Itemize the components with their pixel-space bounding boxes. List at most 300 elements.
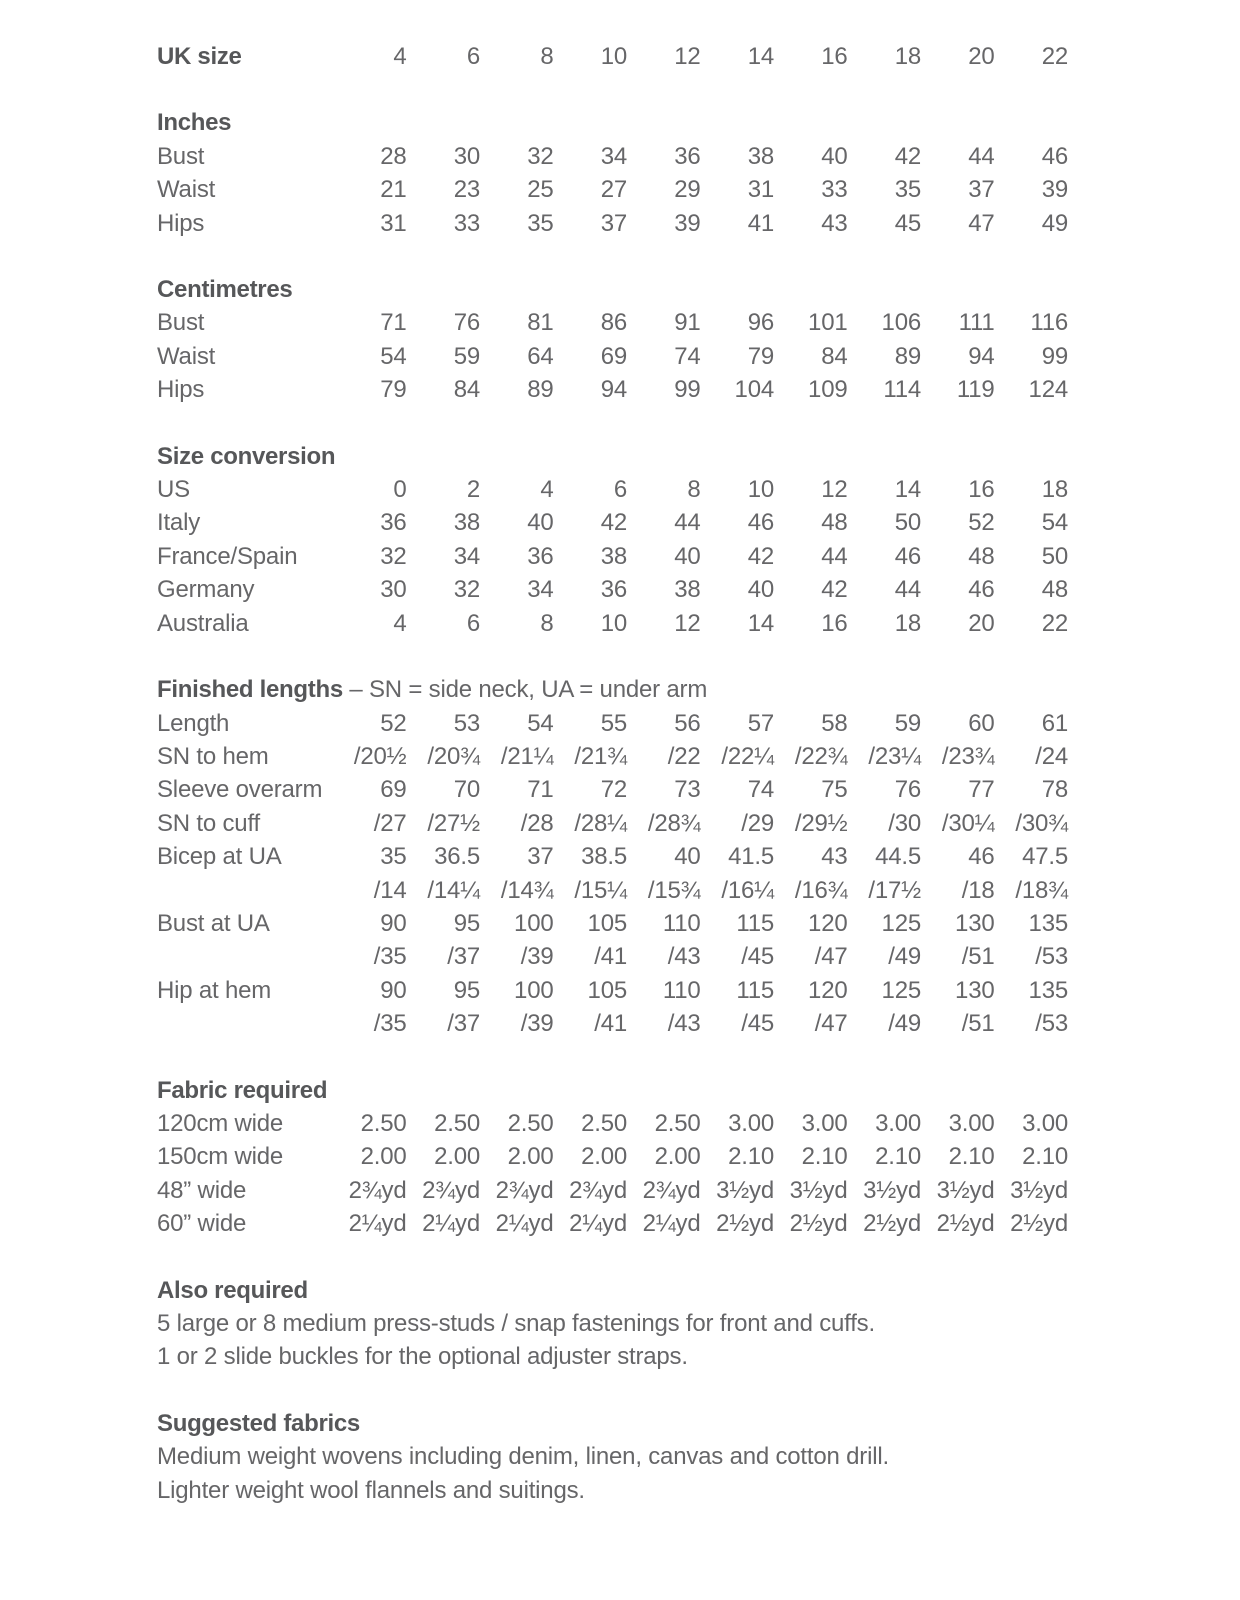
row-label: SN to cuff (157, 809, 260, 837)
value-cell: 42 (747, 542, 774, 570)
value-cell: 130 (955, 909, 995, 937)
value-cell: /45 (741, 1010, 774, 1038)
row-label: Hip at hem (157, 976, 272, 1004)
section-title: Inches (157, 109, 232, 137)
value-cell: 54 (380, 342, 407, 370)
value-cell: 22 (1041, 43, 1068, 70)
section-header-fabric-required (157, 1074, 1068, 1107)
row-label: Length (157, 709, 230, 737)
value-cell: 2¾yd (495, 1176, 554, 1204)
value-cell: 0 (393, 476, 407, 504)
value-cell: 52 (380, 709, 407, 737)
value-cell: 79 (380, 376, 407, 404)
value-cell: 2½yd (863, 1210, 921, 1238)
value-cell: 130 (955, 976, 995, 1004)
section-title: Suggested fabrics (157, 1409, 360, 1437)
row-label: Sleeve overarm (157, 776, 323, 804)
row-label: Bust at UA (157, 909, 270, 937)
value-cell: 60 (968, 709, 995, 737)
table-row (157, 40, 1068, 73)
value-cell: /27½ (427, 809, 480, 837)
value-cell: 33 (821, 176, 848, 204)
value-cell: 3½yd (863, 1176, 921, 1204)
value-cell: 2¼yd (422, 1210, 480, 1238)
value-cell: 38 (747, 142, 774, 170)
value-cell: 12 (674, 43, 701, 70)
value-cell: 104 (734, 376, 774, 404)
value-cell: 2¼yd (642, 1210, 701, 1238)
value-cell: 71 (527, 776, 554, 804)
row-label: Bust (157, 142, 205, 170)
value-cell: 34 (453, 542, 480, 570)
value-cell: 14 (894, 476, 921, 504)
value-cell: 120 (808, 976, 848, 1004)
row-label: UK size (157, 43, 242, 70)
value-cell: 105 (587, 909, 627, 937)
value-cell: 14 (747, 43, 774, 70)
row-label (157, 940, 333, 973)
section-subtitle: – SN = side neck, UA = under arm (342, 676, 708, 704)
table-row (157, 473, 1068, 506)
value-cell: 20 (968, 609, 995, 637)
value-cell: 105 (587, 976, 627, 1004)
table-row (157, 207, 1068, 240)
value-cell: 2.00 (654, 1143, 701, 1171)
size-chart-table (157, 40, 1068, 1507)
value-cell: 10 (600, 43, 627, 70)
value-cell: 33 (453, 209, 480, 237)
value-cell: 3.00 (728, 1109, 774, 1137)
section-title: Also required (157, 1276, 308, 1304)
value-cell: 114 (883, 376, 921, 404)
value-cell: 47.5 (1022, 843, 1068, 871)
table-row (157, 1174, 1068, 1207)
value-cell: 45 (894, 209, 921, 237)
value-cell: 37 (968, 176, 995, 204)
value-cell: /37 (447, 1010, 480, 1038)
value-cell: 2¾yd (422, 1176, 480, 1204)
value-cell: 115 (736, 909, 774, 937)
row-label: Bust (157, 309, 205, 337)
table-row (157, 807, 1068, 840)
table-row (157, 874, 1068, 907)
value-cell: 84 (821, 342, 848, 370)
value-cell: 42 (821, 576, 848, 604)
value-cell: 37 (527, 843, 554, 871)
section-header-also-required (157, 1274, 1068, 1307)
value-cell: 8 (540, 609, 554, 637)
value-cell: /37 (447, 943, 480, 971)
value-cell: 115 (736, 976, 774, 1004)
value-cell: 2.10 (801, 1143, 848, 1171)
value-cell: 59 (453, 342, 480, 370)
section-suggested-fabrics (157, 1407, 1068, 1507)
value-cell: 81 (527, 309, 554, 337)
value-cell: /30¾ (1015, 809, 1068, 837)
value-cell: 61 (1041, 709, 1068, 737)
section-header-centimetres (157, 273, 1068, 306)
value-cell: 99 (1041, 342, 1068, 370)
value-cell: 28 (380, 142, 407, 170)
value-cell: 2.50 (360, 1109, 407, 1137)
value-cell: 18 (894, 609, 921, 637)
value-cell: 48 (821, 509, 848, 537)
value-cell: /39 (520, 1010, 554, 1038)
value-cell: 2½yd (1010, 1210, 1068, 1238)
value-cell: 2.50 (507, 1109, 554, 1137)
section-uk-size (157, 40, 1068, 73)
value-cell: 2.10 (875, 1143, 921, 1171)
value-cell: 38 (453, 509, 480, 537)
value-cell: 75 (821, 776, 848, 804)
value-cell: 2.10 (948, 1143, 995, 1171)
value-cell: 21 (380, 176, 407, 204)
value-cell: 44 (674, 509, 701, 537)
value-cell: /41 (594, 1010, 627, 1038)
value-cell: /23¼ (868, 742, 921, 770)
value-cell: /28¼ (574, 809, 627, 837)
value-cell: 35 (527, 209, 554, 237)
value-cell: 29 (674, 176, 701, 204)
value-cell: 46 (747, 509, 774, 537)
value-cell: /24 (1035, 742, 1068, 770)
value-cell: /14¾ (500, 876, 554, 904)
row-label: US (157, 476, 190, 504)
value-cell: 34 (600, 142, 627, 170)
value-cell: 50 (1041, 542, 1068, 570)
value-cell: 10 (600, 609, 627, 637)
value-cell: 99 (674, 376, 701, 404)
value-cell: 40 (674, 843, 701, 871)
value-cell: 16 (968, 476, 995, 504)
value-cell: /43 (667, 1010, 701, 1038)
value-cell: /28 (520, 809, 554, 837)
value-cell: /18 (961, 876, 995, 904)
value-cell: 3.00 (948, 1109, 995, 1137)
row-label: 48” wide (157, 1176, 247, 1204)
value-cell: 100 (514, 909, 554, 937)
value-cell: /16¼ (721, 876, 774, 904)
value-cell: 42 (894, 142, 921, 170)
value-cell: 91 (674, 309, 701, 337)
value-cell: 41 (747, 209, 774, 237)
value-cell: /17½ (868, 876, 921, 904)
value-cell: 135 (1028, 909, 1068, 937)
value-cell: 2¾yd (569, 1176, 627, 1204)
value-cell: 86 (600, 309, 627, 337)
row-label: Waist (157, 342, 216, 370)
value-cell: /30 (888, 809, 921, 837)
value-cell: 6 (466, 609, 480, 637)
value-cell: 34 (527, 576, 554, 604)
row-label: SN to hem (157, 742, 269, 770)
value-cell: 2½yd (936, 1210, 995, 1238)
value-cell: /27 (373, 809, 407, 837)
table-row (157, 373, 1068, 406)
value-cell: 18 (894, 43, 921, 70)
value-cell: 36 (674, 142, 701, 170)
value-cell: 54 (1041, 509, 1068, 537)
value-cell: 90 (380, 976, 407, 1004)
value-cell: 70 (453, 776, 480, 804)
value-cell: 111 (958, 309, 995, 337)
value-cell: 2¾yd (642, 1176, 701, 1204)
paragraph-line: Medium weight wovens including denim, linen, canvas and cotton drill. (157, 1443, 889, 1471)
value-cell: 84 (453, 376, 480, 404)
value-cell: /41 (594, 943, 627, 971)
value-cell: /14¼ (427, 876, 480, 904)
table-row (157, 306, 1068, 339)
section-size-conversion (157, 440, 1068, 640)
value-cell: 3.00 (1022, 1109, 1068, 1137)
value-cell: 4 (393, 43, 407, 70)
value-cell: 124 (1028, 376, 1068, 404)
value-cell: 3.00 (875, 1109, 921, 1137)
value-cell: 73 (674, 776, 701, 804)
row-label: Hips (157, 376, 205, 404)
value-cell: 90 (380, 909, 407, 937)
value-cell: 35 (894, 176, 921, 204)
value-cell: 46 (968, 843, 995, 871)
value-cell: 36 (527, 542, 554, 570)
section-title: Fabric required (157, 1076, 328, 1104)
row-label (157, 1007, 333, 1040)
row-label: 60” wide (157, 1210, 247, 1238)
value-cell: 31 (380, 209, 407, 237)
value-cell: /47 (814, 943, 848, 971)
value-cell: /35 (373, 1010, 407, 1038)
table-row (157, 1007, 1068, 1040)
value-cell: 16 (821, 43, 848, 70)
value-cell: /28¾ (647, 809, 701, 837)
value-cell: 40 (821, 142, 848, 170)
row-label (157, 874, 333, 907)
value-cell: 44 (821, 542, 848, 570)
table-row (157, 1207, 1068, 1240)
value-cell: 89 (894, 342, 921, 370)
value-cell: 96 (747, 309, 774, 337)
section-header-suggested-fabrics (157, 1407, 1068, 1440)
section-header-finished-lengths (157, 673, 1068, 706)
value-cell: 32 (527, 142, 554, 170)
value-cell: 78 (1041, 776, 1068, 804)
value-cell: /21¾ (574, 742, 627, 770)
value-cell: 125 (881, 909, 921, 937)
value-cell: 44 (968, 142, 995, 170)
value-cell: /20½ (353, 742, 407, 770)
value-cell: 48 (968, 542, 995, 570)
value-cell: 10 (747, 476, 774, 504)
value-cell: /15¼ (574, 876, 627, 904)
table-row (157, 907, 1068, 940)
value-cell: 22 (1041, 609, 1068, 637)
value-cell: 30 (380, 576, 407, 604)
section-title: Size conversion (157, 442, 336, 470)
value-cell: 74 (747, 776, 774, 804)
value-cell: 35 (380, 843, 407, 871)
value-cell: 120 (808, 909, 848, 937)
value-cell: 2½yd (716, 1210, 774, 1238)
table-row (157, 573, 1068, 606)
table-row (157, 506, 1068, 539)
value-cell: 40 (747, 576, 774, 604)
table-row (157, 974, 1068, 1007)
value-cell: 37 (600, 209, 627, 237)
value-cell: 23 (453, 176, 480, 204)
value-cell: 46 (894, 542, 921, 570)
value-cell: 44.5 (875, 843, 921, 871)
value-cell: 2.00 (507, 1143, 554, 1171)
value-cell: 42 (600, 509, 627, 537)
table-row (157, 1107, 1068, 1140)
row-label: Germany (157, 576, 255, 604)
value-cell: 48 (1041, 576, 1068, 604)
section-also-required (157, 1274, 1068, 1374)
value-cell: 109 (808, 376, 848, 404)
value-cell: 8 (687, 476, 701, 504)
value-cell: 31 (747, 176, 774, 204)
value-cell: 4 (540, 476, 554, 504)
value-cell: 30 (453, 142, 480, 170)
paragraph-line: Lighter weight wool flannels and suitings. (157, 1476, 585, 1504)
value-cell: 116 (1030, 309, 1068, 337)
value-cell: 44 (894, 576, 921, 604)
value-cell: 36 (380, 509, 407, 537)
value-cell: 36 (600, 576, 627, 604)
section-header-size-conversion (157, 440, 1068, 473)
table-row (157, 773, 1068, 806)
value-cell: 55 (600, 709, 627, 737)
value-cell: /22 (667, 742, 701, 770)
value-cell: 57 (747, 709, 774, 737)
value-cell: /21¼ (500, 742, 554, 770)
value-cell: /35 (373, 943, 407, 971)
value-cell: 46 (1041, 142, 1068, 170)
value-cell: 74 (674, 342, 701, 370)
value-cell: /22¾ (794, 742, 848, 770)
value-cell: 12 (821, 476, 848, 504)
value-cell: /18¾ (1015, 876, 1068, 904)
value-cell: 40 (527, 509, 554, 537)
value-cell: 110 (662, 976, 701, 1004)
value-cell: 36.5 (434, 843, 480, 871)
value-cell: 3½yd (716, 1176, 774, 1204)
table-row (157, 940, 1068, 973)
value-cell: 46 (968, 576, 995, 604)
value-cell: 135 (1028, 976, 1068, 1004)
value-cell: 100 (514, 976, 554, 1004)
value-cell: 71 (380, 309, 407, 337)
row-label: 120cm wide (157, 1109, 284, 1137)
row-label: 150cm wide (157, 1143, 284, 1171)
row-label: Bicep at UA (157, 843, 282, 871)
value-cell: 4 (393, 609, 407, 637)
value-cell: 94 (968, 342, 995, 370)
section-centimetres (157, 273, 1068, 407)
value-cell: 27 (600, 176, 627, 204)
row-label: France/Spain (157, 542, 298, 570)
table-row (157, 707, 1068, 740)
value-cell: 52 (968, 509, 995, 537)
table-row (157, 1140, 1068, 1173)
value-cell: 94 (600, 376, 627, 404)
value-cell: 2½yd (789, 1210, 848, 1238)
value-cell: /43 (667, 943, 701, 971)
row-label: Hips (157, 209, 205, 237)
value-cell: /30¼ (941, 809, 995, 837)
value-cell: /47 (814, 1010, 848, 1038)
value-cell: 47 (968, 209, 995, 237)
value-cell: 2.50 (654, 1109, 701, 1137)
value-cell: 2.10 (728, 1143, 774, 1171)
value-cell: 125 (881, 976, 921, 1004)
value-cell: /45 (741, 943, 774, 971)
value-cell: 39 (674, 209, 701, 237)
section-finished-lengths (157, 673, 1068, 1040)
value-cell: 2¼yd (348, 1210, 407, 1238)
value-cell: 43 (821, 843, 848, 871)
value-cell: /22¼ (721, 742, 774, 770)
table-row (157, 540, 1068, 573)
value-cell: 38 (600, 542, 627, 570)
value-cell: 3.00 (801, 1109, 848, 1137)
value-cell: /14 (373, 876, 407, 904)
value-cell: 2.00 (581, 1143, 627, 1171)
section-header-inches (157, 106, 1068, 139)
value-cell: 43 (821, 209, 848, 237)
value-cell: 95 (453, 976, 480, 1004)
value-cell: /23¾ (941, 742, 995, 770)
value-cell: 32 (380, 542, 407, 570)
table-row (157, 173, 1068, 206)
value-cell: /49 (888, 943, 921, 971)
value-cell: 2.00 (434, 1143, 480, 1171)
value-cell: 2¼yd (495, 1210, 554, 1238)
value-cell: /53 (1035, 943, 1068, 971)
section-title: Finished lengths (157, 676, 343, 704)
value-cell: 95 (453, 909, 480, 937)
value-cell: 32 (453, 576, 480, 604)
value-cell: 69 (380, 776, 407, 804)
table-row (157, 607, 1068, 640)
value-cell: 2 (466, 476, 480, 504)
value-cell: 18 (1041, 476, 1068, 504)
section-title: Centimetres (157, 276, 293, 304)
value-cell: 39 (1041, 176, 1068, 204)
value-cell: 56 (674, 709, 701, 737)
value-cell: 79 (747, 342, 774, 370)
row-label: Italy (157, 509, 201, 537)
value-cell: 3½yd (789, 1176, 848, 1204)
row-label: Waist (157, 176, 216, 204)
value-cell: 49 (1041, 209, 1068, 237)
value-cell: /39 (520, 943, 554, 971)
value-cell: 69 (600, 342, 627, 370)
value-cell: 2.50 (434, 1109, 480, 1137)
value-cell: 101 (808, 309, 848, 337)
value-cell: 25 (527, 176, 554, 204)
paragraph-line: 1 or 2 slide buckles for the optional adjuster straps. (157, 1343, 688, 1371)
section-inches (157, 106, 1068, 240)
section-fabric-required (157, 1074, 1068, 1241)
value-cell: 6 (466, 43, 480, 70)
value-cell: 58 (821, 709, 848, 737)
value-cell: /15¾ (647, 876, 701, 904)
value-cell: 59 (894, 709, 921, 737)
value-cell: 77 (968, 776, 995, 804)
value-cell: /49 (888, 1010, 921, 1038)
value-cell: 2.50 (581, 1109, 627, 1137)
